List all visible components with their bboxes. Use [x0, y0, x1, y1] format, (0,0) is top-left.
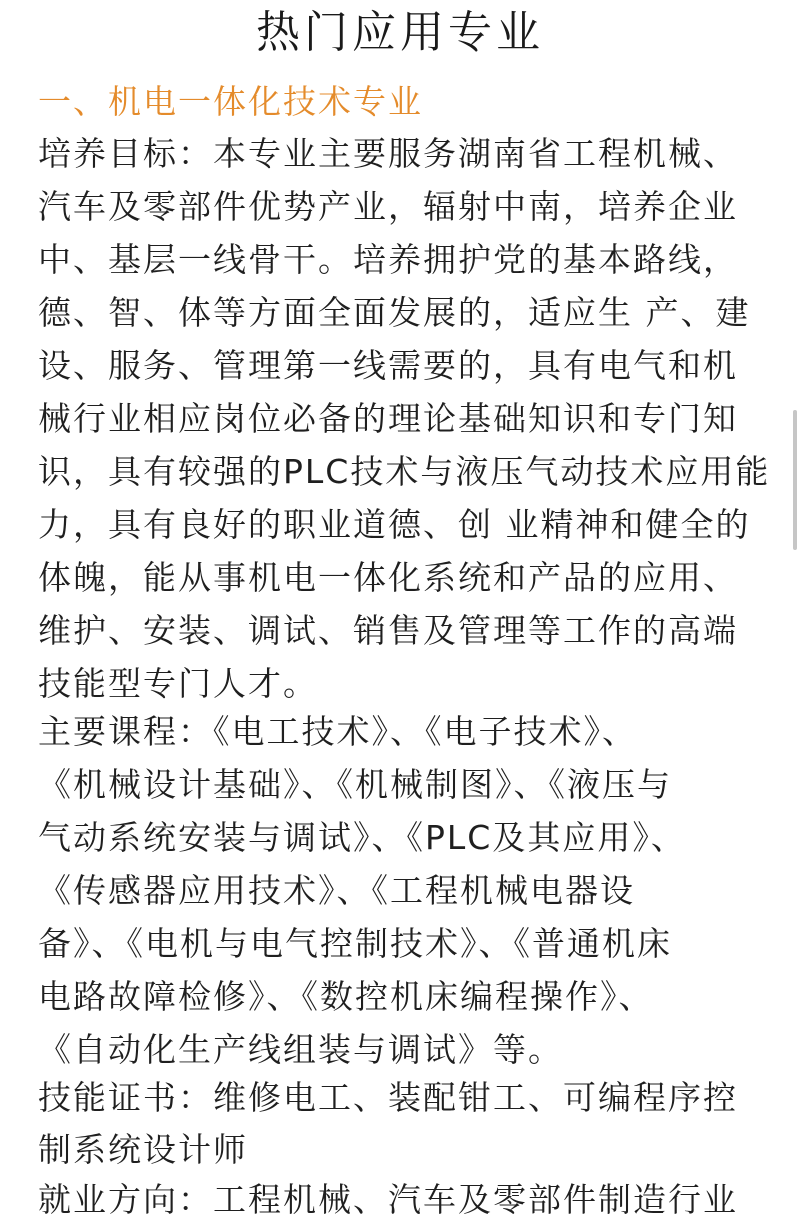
text-line-15: 《传感器应用技术》、《工程机械电器设 — [38, 871, 635, 910]
text-line-10: 维护、安装、调试、销售及管理等工作的高端 — [38, 611, 738, 650]
text-line-16: 备》、《电机与电气控制技术》、《普通机床 — [38, 924, 672, 963]
text-line-21: 就业方向：工程机械、汽车及零部件制造行业 — [38, 1180, 738, 1219]
text-line-8: 力，具有良好的职业道德、创 业精神和健全的 — [38, 505, 751, 544]
text-line-5: 设、服务、管理第一线需要的，具有电气和机 — [38, 346, 738, 385]
scrollbar[interactable] — [793, 410, 797, 550]
text-line-1: 培养目标：本专业主要服务湖南省工程机械、 — [38, 134, 738, 173]
text-line-9: 体魄，能从事机电一体化系统和产品的应用、 — [38, 558, 738, 597]
text-line-7: 识，具有较强的PLC技术与液压气动技术应用能 — [38, 452, 771, 491]
text-line-20: 制系统设计师 — [38, 1130, 248, 1169]
text-line-3: 中、基层一线骨干。培养拥护党的基本路线， — [38, 240, 738, 279]
text-line-4: 德、智、体等方面全面发展的，适应生 产、建 — [38, 293, 751, 332]
text-line-2: 汽车及零部件优势产业，辐射中南，培养企业 — [38, 187, 738, 226]
page-title: 热门应用专业 — [256, 7, 544, 58]
text-line-14: 气动系统安装与调试》、《PLC及其应用》、 — [38, 818, 686, 857]
text-line-19: 技能证书：维修电工、装配钳工、可编程序控 — [38, 1078, 738, 1117]
text-line-6: 械行业相应岗位必备的理论基础知识和专门知 — [38, 399, 738, 438]
text-line-13: 《机械设计基础》、《机械制图》、《液压与 — [38, 765, 672, 804]
text-line-12: 主要课程：《电工技术》、《电子技术》、 — [38, 712, 637, 751]
text-line-11: 技能型专门人才。 — [38, 664, 318, 703]
text-line-18: 《自动化生产线组装与调试》等。 — [38, 1030, 563, 1069]
text-line-17: 电路故障检修》、《数控机床编程操作》、 — [38, 977, 654, 1016]
section-heading: 一、机电一体化技术专业 — [38, 82, 423, 121]
